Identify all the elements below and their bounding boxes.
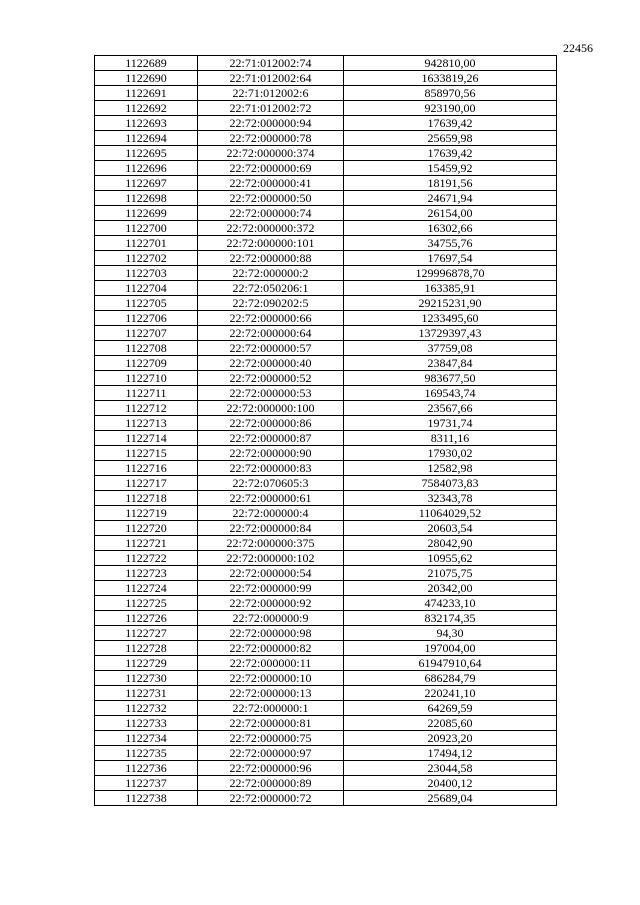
cadastral-number-cell: 22:72:000000:78 bbox=[198, 131, 344, 146]
row-number-cell: 1122724 bbox=[95, 581, 198, 596]
page-number: 22456 bbox=[563, 41, 593, 55]
table-row bbox=[95, 566, 557, 581]
row-number-cell: 1122712 bbox=[95, 401, 198, 416]
row-number-cell: 1122734 bbox=[95, 731, 198, 746]
table-row bbox=[95, 656, 557, 671]
cadastral-value-cell: 17494,12 bbox=[344, 746, 557, 761]
table-row bbox=[95, 341, 557, 356]
row-number-cell: 1122737 bbox=[95, 776, 198, 791]
table-row bbox=[95, 281, 557, 296]
row-number-cell: 1122692 bbox=[95, 101, 198, 116]
cadastral-number-cell: 22:72:000000:72 bbox=[198, 791, 344, 806]
cadastral-value-cell: 34755,76 bbox=[344, 236, 557, 251]
cadastral-value-cell: 17697,54 bbox=[344, 251, 557, 266]
table-row bbox=[95, 761, 557, 776]
cadastral-number-cell: 22:72:000000:13 bbox=[198, 686, 344, 701]
cadastral-value-cell: 20603,54 bbox=[344, 521, 557, 536]
cadastral-value-cell: 20342,00 bbox=[344, 581, 557, 596]
cadastral-number-cell: 22:72:000000:92 bbox=[198, 596, 344, 611]
row-number-cell: 1122700 bbox=[95, 221, 198, 236]
row-number-cell: 1122711 bbox=[95, 386, 198, 401]
cadastral-value-cell: 474233,10 bbox=[344, 596, 557, 611]
cadastral-number-cell: 22:72:000000:87 bbox=[198, 431, 344, 446]
cadastral-value-cell: 13729397,43 bbox=[344, 326, 557, 341]
row-number-cell: 1122690 bbox=[95, 71, 198, 86]
table-row bbox=[95, 791, 557, 806]
table-row bbox=[95, 506, 557, 521]
cadastral-value-cell: 17930,02 bbox=[344, 446, 557, 461]
cadastral-number-cell: 22:72:000000:10 bbox=[198, 671, 344, 686]
cadastral-number-cell: 22:72:000000:84 bbox=[198, 521, 344, 536]
row-number-cell: 1122697 bbox=[95, 176, 198, 191]
cadastral-number-cell: 22:72:000000:82 bbox=[198, 641, 344, 656]
table-row bbox=[95, 146, 557, 161]
row-number-cell: 1122696 bbox=[95, 161, 198, 176]
row-number-cell: 1122718 bbox=[95, 491, 198, 506]
table-row bbox=[95, 581, 557, 596]
cadastral-number-cell: 22:72:000000:40 bbox=[198, 356, 344, 371]
cadastral-value-cell: 12582,98 bbox=[344, 461, 557, 476]
cadastral-number-cell: 22:72:000000:90 bbox=[198, 446, 344, 461]
row-number-cell: 1122730 bbox=[95, 671, 198, 686]
cadastral-value-cell: 197004,00 bbox=[344, 641, 557, 656]
cadastral-number-cell: 22:72:070605:3 bbox=[198, 476, 344, 491]
cadastral-value-cell: 832174,35 bbox=[344, 611, 557, 626]
table-row bbox=[95, 206, 557, 221]
table-row bbox=[95, 326, 557, 341]
row-number-cell: 1122693 bbox=[95, 116, 198, 131]
row-number-cell: 1122729 bbox=[95, 656, 198, 671]
cadastral-value-cell: 923190,00 bbox=[344, 101, 557, 116]
cadastral-number-cell: 22:72:000000:374 bbox=[198, 146, 344, 161]
cadastral-number-cell: 22:72:000000:88 bbox=[198, 251, 344, 266]
cadastral-number-cell: 22:72:000000:2 bbox=[198, 266, 344, 281]
row-number-cell: 1122695 bbox=[95, 146, 198, 161]
table-row bbox=[95, 611, 557, 626]
table-row bbox=[95, 746, 557, 761]
row-number-cell: 1122706 bbox=[95, 311, 198, 326]
cadastral-number-cell: 22:72:000000:81 bbox=[198, 716, 344, 731]
cadastral-value-cell: 19731,74 bbox=[344, 416, 557, 431]
row-number-cell: 1122717 bbox=[95, 476, 198, 491]
table-row bbox=[95, 86, 557, 101]
cadastral-value-cell: 10955,62 bbox=[344, 551, 557, 566]
cadastral-number-cell: 22:72:000000:50 bbox=[198, 191, 344, 206]
row-number-cell: 1122715 bbox=[95, 446, 198, 461]
table-body bbox=[95, 56, 557, 806]
cadastral-value-cell: 32343,78 bbox=[344, 491, 557, 506]
table-row bbox=[95, 521, 557, 536]
row-number-cell: 1122694 bbox=[95, 131, 198, 146]
cadastral-value-cell: 23567,66 bbox=[344, 401, 557, 416]
cadastral-number-cell: 22:72:000000:372 bbox=[198, 221, 344, 236]
cadastral-value-cell: 129996878,70 bbox=[344, 266, 557, 281]
cadastral-value-cell: 64269,59 bbox=[344, 701, 557, 716]
table-row bbox=[95, 161, 557, 176]
table-row bbox=[95, 386, 557, 401]
cadastral-number-cell: 22:72:000000:61 bbox=[198, 491, 344, 506]
cadastral-number-cell: 22:72:000000:54 bbox=[198, 566, 344, 581]
cadastral-number-cell: 22:72:000000:75 bbox=[198, 731, 344, 746]
cadastral-value-cell: 37759,08 bbox=[344, 341, 557, 356]
cadastral-value-cell: 16302,66 bbox=[344, 221, 557, 236]
cadastral-number-cell: 22:72:000000:9 bbox=[198, 611, 344, 626]
cadastral-value-cell: 169543,74 bbox=[344, 386, 557, 401]
table-row bbox=[95, 596, 557, 611]
row-number-cell: 1122731 bbox=[95, 686, 198, 701]
row-number-cell: 1122704 bbox=[95, 281, 198, 296]
table-row bbox=[95, 701, 557, 716]
table-row bbox=[95, 446, 557, 461]
cadastral-value-cell: 94,30 bbox=[344, 626, 557, 641]
cadastral-value-cell: 8311,16 bbox=[344, 431, 557, 446]
cadastral-value-cell: 28042,90 bbox=[344, 536, 557, 551]
cadastral-value-cell: 942810,00 bbox=[344, 56, 557, 71]
row-number-cell: 1122708 bbox=[95, 341, 198, 356]
cadastral-number-cell: 22:72:000000:1 bbox=[198, 701, 344, 716]
table-row bbox=[95, 116, 557, 131]
cadastral-number-cell: 22:72:000000:102 bbox=[198, 551, 344, 566]
cadastral-value-cell: 23044,58 bbox=[344, 761, 557, 776]
cadastral-number-cell: 22:72:000000:86 bbox=[198, 416, 344, 431]
table-row bbox=[95, 101, 557, 116]
cadastral-number-cell: 22:72:000000:375 bbox=[198, 536, 344, 551]
table-row bbox=[95, 476, 557, 491]
row-number-cell: 1122736 bbox=[95, 761, 198, 776]
row-number-cell: 1122725 bbox=[95, 596, 198, 611]
cadastral-number-cell: 22:72:000000:96 bbox=[198, 761, 344, 776]
cadastral-number-cell: 22:72:000000:4 bbox=[198, 506, 344, 521]
cadastral-number-cell: 22:72:000000:69 bbox=[198, 161, 344, 176]
table-row bbox=[95, 551, 557, 566]
table-row bbox=[95, 266, 557, 281]
table-row bbox=[95, 716, 557, 731]
cadastral-value-cell: 220241,10 bbox=[344, 686, 557, 701]
cadastral-number-cell: 22:72:000000:89 bbox=[198, 776, 344, 791]
cadastral-value-cell: 25659,98 bbox=[344, 131, 557, 146]
table-row bbox=[95, 131, 557, 146]
cadastral-value-cell: 17639,42 bbox=[344, 146, 557, 161]
row-number-cell: 1122691 bbox=[95, 86, 198, 101]
cadastral-value-table bbox=[94, 55, 557, 806]
row-number-cell: 1122721 bbox=[95, 536, 198, 551]
table-row bbox=[95, 71, 557, 86]
cadastral-number-cell: 22:72:000000:99 bbox=[198, 581, 344, 596]
row-number-cell: 1122710 bbox=[95, 371, 198, 386]
row-number-cell: 1122728 bbox=[95, 641, 198, 656]
row-number-cell: 1122701 bbox=[95, 236, 198, 251]
cadastral-value-cell: 23847,84 bbox=[344, 356, 557, 371]
cadastral-number-cell: 22:72:000000:97 bbox=[198, 746, 344, 761]
cadastral-value-cell: 163385,91 bbox=[344, 281, 557, 296]
cadastral-number-cell: 22:72:000000:66 bbox=[198, 311, 344, 326]
cadastral-value-cell: 15459,92 bbox=[344, 161, 557, 176]
table-row bbox=[95, 371, 557, 386]
cadastral-number-cell: 22:72:000000:98 bbox=[198, 626, 344, 641]
cadastral-number-cell: 22:72:000000:74 bbox=[198, 206, 344, 221]
cadastral-value-cell: 18191,56 bbox=[344, 176, 557, 191]
row-number-cell: 1122709 bbox=[95, 356, 198, 371]
cadastral-value-cell: 686284,79 bbox=[344, 671, 557, 686]
row-number-cell: 1122723 bbox=[95, 566, 198, 581]
cadastral-value-cell: 25689,04 bbox=[344, 791, 557, 806]
cadastral-number-cell: 22:72:000000:11 bbox=[198, 656, 344, 671]
row-number-cell: 1122699 bbox=[95, 206, 198, 221]
cadastral-number-cell: 22:71:012002:74 bbox=[198, 56, 344, 71]
cadastral-number-cell: 22:72:000000:100 bbox=[198, 401, 344, 416]
row-number-cell: 1122689 bbox=[95, 56, 198, 71]
cadastral-value-cell: 26154,00 bbox=[344, 206, 557, 221]
cadastral-number-cell: 22:72:000000:64 bbox=[198, 326, 344, 341]
row-number-cell: 1122705 bbox=[95, 296, 198, 311]
table-row bbox=[95, 536, 557, 551]
cadastral-number-cell: 22:71:012002:6 bbox=[198, 86, 344, 101]
row-number-cell: 1122722 bbox=[95, 551, 198, 566]
table-row bbox=[95, 626, 557, 641]
cadastral-number-cell: 22:72:090202:5 bbox=[198, 296, 344, 311]
row-number-cell: 1122732 bbox=[95, 701, 198, 716]
table-row bbox=[95, 416, 557, 431]
cadastral-number-cell: 22:72:000000:57 bbox=[198, 341, 344, 356]
row-number-cell: 1122713 bbox=[95, 416, 198, 431]
table-row bbox=[95, 176, 557, 191]
row-number-cell: 1122716 bbox=[95, 461, 198, 476]
cadastral-number-cell: 22:72:000000:101 bbox=[198, 236, 344, 251]
cadastral-value-cell: 858970,56 bbox=[344, 86, 557, 101]
cadastral-number-cell: 22:72:050206:1 bbox=[198, 281, 344, 296]
cadastral-number-cell: 22:72:000000:53 bbox=[198, 386, 344, 401]
cadastral-value-cell: 983677,50 bbox=[344, 371, 557, 386]
cadastral-value-cell: 61947910,64 bbox=[344, 656, 557, 671]
row-number-cell: 1122707 bbox=[95, 326, 198, 341]
row-number-cell: 1122738 bbox=[95, 791, 198, 806]
table-row bbox=[95, 461, 557, 476]
row-number-cell: 1122714 bbox=[95, 431, 198, 446]
cadastral-value-cell: 22085,60 bbox=[344, 716, 557, 731]
cadastral-value-cell: 29215231,90 bbox=[344, 296, 557, 311]
table-row bbox=[95, 311, 557, 326]
cadastral-value-cell: 7584073,83 bbox=[344, 476, 557, 491]
table-row bbox=[95, 221, 557, 236]
table-row bbox=[95, 431, 557, 446]
cadastral-value-cell: 1633819,26 bbox=[344, 71, 557, 86]
table-row bbox=[95, 296, 557, 311]
row-number-cell: 1122703 bbox=[95, 266, 198, 281]
cadastral-number-cell: 22:71:012002:64 bbox=[198, 71, 344, 86]
row-number-cell: 1122726 bbox=[95, 611, 198, 626]
row-number-cell: 1122727 bbox=[95, 626, 198, 641]
cadastral-value-cell: 21075,75 bbox=[344, 566, 557, 581]
table-row bbox=[95, 491, 557, 506]
table-row bbox=[95, 401, 557, 416]
cadastral-number-cell: 22:72:000000:41 bbox=[198, 176, 344, 191]
row-number-cell: 1122733 bbox=[95, 716, 198, 731]
table-row bbox=[95, 56, 557, 71]
table-row bbox=[95, 686, 557, 701]
row-number-cell: 1122698 bbox=[95, 191, 198, 206]
table-row bbox=[95, 236, 557, 251]
table-row bbox=[95, 641, 557, 656]
table-row bbox=[95, 191, 557, 206]
cadastral-value-cell: 20400,12 bbox=[344, 776, 557, 791]
row-number-cell: 1122702 bbox=[95, 251, 198, 266]
cadastral-value-cell: 17639,42 bbox=[344, 116, 557, 131]
table-row bbox=[95, 356, 557, 371]
row-number-cell: 1122720 bbox=[95, 521, 198, 536]
table-row bbox=[95, 731, 557, 746]
cadastral-value-cell: 20923,20 bbox=[344, 731, 557, 746]
cadastral-number-cell: 22:71:012002:72 bbox=[198, 101, 344, 116]
table-row bbox=[95, 671, 557, 686]
cadastral-number-cell: 22:72:000000:83 bbox=[198, 461, 344, 476]
table-row bbox=[95, 251, 557, 266]
cadastral-value-cell: 24671,94 bbox=[344, 191, 557, 206]
cadastral-number-cell: 22:72:000000:94 bbox=[198, 116, 344, 131]
cadastral-value-cell: 11064029,52 bbox=[344, 506, 557, 521]
table-row bbox=[95, 776, 557, 791]
row-number-cell: 1122719 bbox=[95, 506, 198, 521]
cadastral-value-cell: 1233495,60 bbox=[344, 311, 557, 326]
cadastral-number-cell: 22:72:000000:52 bbox=[198, 371, 344, 386]
row-number-cell: 1122735 bbox=[95, 746, 198, 761]
